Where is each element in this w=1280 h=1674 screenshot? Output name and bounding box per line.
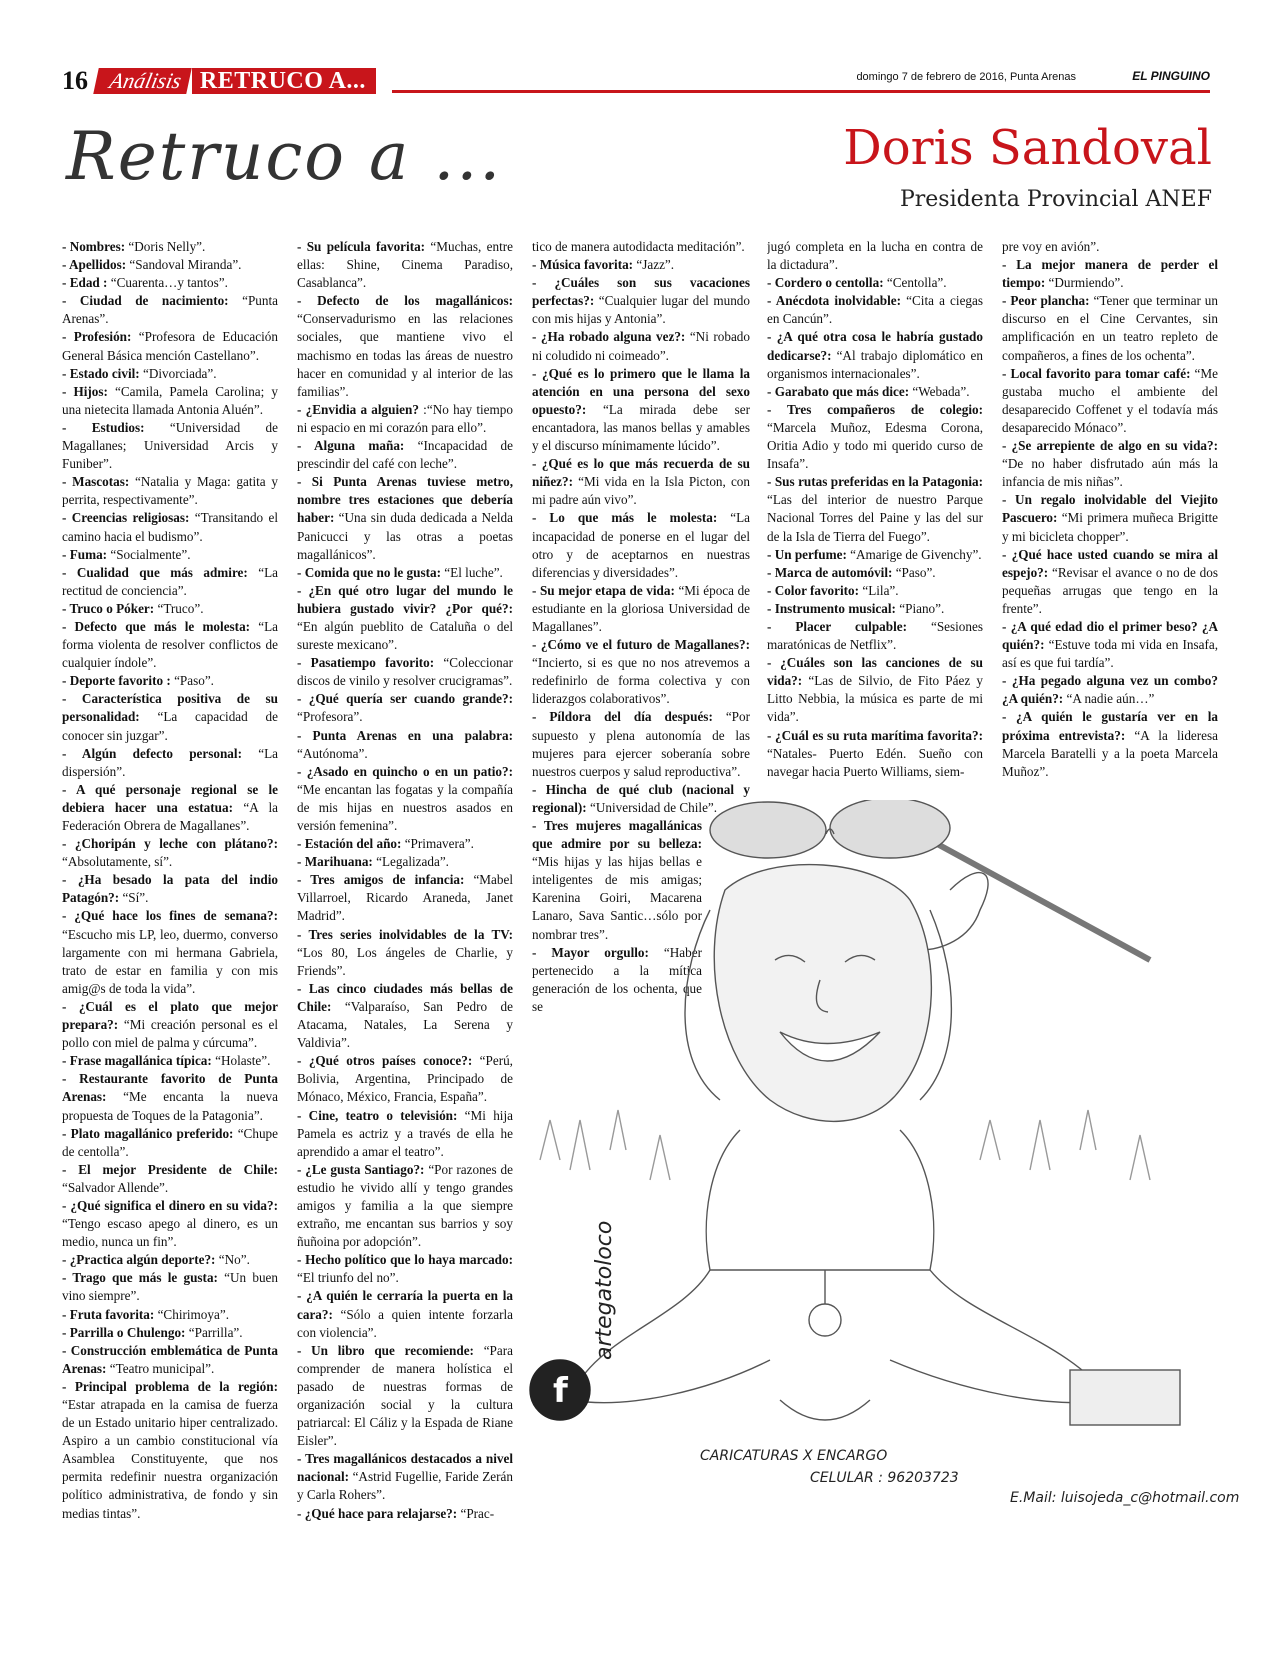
answer: “La rectitud de conciencia”. (62, 564, 278, 598)
answer: “Sí”. (119, 890, 149, 906)
question: - Pasatiempo favorito: (297, 655, 435, 671)
answer: “Parrilla”. (185, 1324, 243, 1340)
qa-item (767, 654, 983, 726)
qa-item (1002, 437, 1218, 491)
qa-item (767, 564, 983, 582)
answer: “El triunfo del no”. (297, 1270, 399, 1286)
qa-item (297, 1107, 513, 1161)
qa-item (297, 871, 513, 925)
question: - Sus rutas preferidas en la Patagonia: (767, 474, 983, 490)
answer: “Mis hijas y las hijas bellas e inteligentes de mis amigas; Karenina Goiri, Macarena Lanaro, Sava Santic…sólo por nombrar tres”. (532, 854, 702, 942)
answer: “Primavera”. (401, 836, 474, 852)
caricature-credit: CARICATURAS X ENCARGO (700, 1448, 888, 1464)
qa-item (62, 1052, 278, 1070)
answer: “A la Federación Obrera de Magallanes”. (62, 799, 278, 833)
question: - Hijos: (62, 383, 108, 399)
answer: “Mi época de estudiante en la gloriosa Universidad de Magallanes”. (532, 582, 750, 634)
question: - ¿A qué edad dio el primer beso? ¿A quién?: (1002, 618, 1218, 653)
answer: “Sesiones maratónicas de Netflix”. (767, 618, 983, 653)
question: - ¿Le gusta Santiago?: (297, 1161, 425, 1177)
question: - Parrilla o Chulengo: (62, 1324, 186, 1340)
section-tag (96, 68, 376, 94)
question: - Las cinco ciudades más bellas de Chile: (297, 980, 513, 1014)
qa-item (62, 1197, 278, 1251)
answer: “Absolutamente, sí”. (62, 854, 173, 870)
question: - Algún defecto personal: (62, 745, 242, 761)
question: - Nombres: (62, 239, 126, 254)
answer: “Legalizada”. (372, 854, 449, 870)
answer: “Escucho mis LP, leo, duermo, converso largamente con mi hermana Gabriela, trato de estar en familia y con mis amig@s de toda la vida”. (62, 926, 278, 996)
answer: “Chupe de centolla”. (62, 1125, 278, 1159)
answer: “Paso”. (892, 564, 936, 580)
facebook-icon: f (553, 1371, 568, 1411)
answer: “Por supuesto y plena autonomía de las mujeres para ejercer soberanía sobre nuestros cuerpos y salud reproductiva”. (532, 709, 750, 779)
qa-item (767, 328, 983, 382)
interviewee-role: Presidenta Provincial ANEF (899, 187, 1212, 212)
question: - ¿Qué otros países conoce?: (297, 1053, 473, 1069)
qa-item (297, 437, 513, 473)
question: - Cordero o centolla: (767, 275, 884, 291)
question: - ¿Asado en quincho o en un patio?: (297, 763, 513, 779)
qa-item (1002, 546, 1218, 618)
question: - ¿En qué otro lugar del mundo le hubiera gustado vivir? ¿Por qué?: (297, 582, 513, 616)
qa-item (297, 1342, 513, 1451)
answer: “Divorciada”. (139, 365, 217, 381)
question: - Cualidad que más admire: (62, 564, 248, 580)
answer: “La capacidad de conocer sin juzgar”. (62, 709, 278, 743)
qa-item (1002, 365, 1218, 437)
question: - Peor plancha: (1002, 293, 1090, 309)
qa-item (62, 672, 278, 690)
question: - Alguna maña: (297, 438, 405, 454)
section-analisis: Análisis (93, 68, 191, 94)
answer: “Un buen vino siempre”. (62, 1270, 278, 1304)
qa-item (532, 708, 750, 780)
answer: “La forma violenta de resolver conflictos de cualquier índole”. (62, 618, 278, 671)
artist-email: E.Mail: luisojeda_c@hotmail.com (1010, 1490, 1240, 1506)
question: - Su película favorita: (297, 239, 426, 254)
question: - Trago que más le gusta: (62, 1270, 218, 1286)
answer: “Estuve toda mi vida en Insafa, así es que fui tardía”. (1002, 637, 1218, 671)
qa-item (297, 1161, 513, 1251)
question: - ¿A qué otra cosa le habría gustado dedicarse?: (767, 329, 983, 363)
question: - Estudios: (62, 419, 145, 435)
answer: “Natales- Puerto Edén. Sueño con navegar hacia Puerto Williams, siem- (767, 745, 983, 779)
newspaper-name: EL PINGUINO (1132, 69, 1210, 83)
qa-item (297, 292, 513, 401)
qa-item (62, 1342, 278, 1378)
answer: “Natalia y Maga: gatita y perrita, respectivamente”. (62, 474, 278, 508)
qa-item (62, 564, 278, 600)
qa-item (767, 618, 983, 654)
answer: “Coleccionar discos de vinilo y resolver crucigramas”. (297, 655, 513, 689)
question: - ¿Qué hace los fines de semana?: (62, 908, 278, 924)
question: - Hincha de qué club (nacional y regional): (532, 781, 750, 815)
qa-item (767, 600, 983, 618)
answer: “Mi vida en la Isla Picton, con mi padre aún vivo”. (532, 474, 750, 508)
dateline: domingo 7 de febrero de 2016, Punta Arenas (856, 71, 1076, 83)
question: - El mejor Presidente de Chile: (62, 1161, 278, 1177)
answer: “A la lideresa Marcela Baratelli y a la poeta Marcela Muñoz”. (1002, 727, 1218, 779)
question: - ¿Ha pegado alguna vez un combo? ¿A quién?: (1002, 673, 1218, 707)
question: - Defecto de los magallánicos: (297, 293, 513, 309)
question: - Color favorito: (767, 582, 860, 598)
qa-item (62, 238, 278, 256)
answer: “Las de Silvio, de Fito Páez y Litto Nebbia, la música es parte de mi vida”. (767, 673, 983, 725)
qa-item (62, 256, 278, 274)
answer: “Al trabajo diplomático en organismos internacionales”. (767, 347, 983, 381)
question: - Fruta favorita: (62, 1306, 155, 1322)
qa-item (532, 509, 750, 581)
qa-item (297, 401, 513, 437)
qa-item (62, 274, 278, 292)
qa-item (297, 582, 513, 654)
question: - Píldora del día después: (532, 709, 713, 725)
question: - La mejor manera de perder el tiempo: (1002, 257, 1218, 291)
answer: “Sólo a quien intente forzarla con violencia”. (297, 1306, 513, 1340)
question: - ¿Qué quería ser cuando grande?: (297, 691, 513, 707)
page-number: 16 (62, 66, 88, 95)
answer: “Mi creación personal es el pollo con miel de palma y cúrcuma”. (62, 1017, 278, 1051)
answer: “No”. (215, 1252, 250, 1268)
answer: “A nadie aún…” (1063, 691, 1155, 707)
qa-item (62, 1306, 278, 1324)
qa-item (767, 401, 983, 473)
answer: “Estar atrapada en la camisa de fuerza de un Estado unitario hiper centralizado. Aspiro a un cambio constitucional vía Asamblea Constituyente, que nos permita redefinir nuestra organización político administrativa, de fondo y sin medias tintas”. (62, 1397, 278, 1521)
qa-item (767, 274, 983, 292)
answer: “Para comprender de manera holística el pasado de nuestras formas de organización social y la cultura patriarcal: El Cáliz y la Espada de Riane Eisler”. (297, 1342, 513, 1449)
answer: “Conservadurismo en las relaciones sociales, que mantiene vivo el machismo en todas las áreas de nuestro hacer en comunidad y al interior de las familias”. (297, 311, 513, 399)
question: - ¿Ha robado alguna vez?: (532, 329, 686, 345)
qa-item (767, 727, 983, 781)
feature-title: Retruco a ... (66, 118, 503, 195)
question: - Marca de automóvil: (767, 564, 893, 580)
answer: “Revisar el avance o no de dos pequeñas arrugas que tengo en la frente”. (1002, 564, 1218, 616)
question: - Instrumento musical: (767, 600, 896, 616)
column-1 (62, 238, 278, 1578)
question: - Tres amigos de infancia: (297, 872, 465, 888)
qa-item (767, 473, 983, 545)
question: - Estado civil: (62, 365, 140, 381)
answer: “Tengo escaso apego al dinero, es un medio, nunca un fin”. (62, 1216, 278, 1250)
qa-item (297, 853, 513, 871)
answer: “Mi hija Pamela es actriz y a través de ella he aprendido a amar el teatro”. (297, 1107, 513, 1159)
answer: “Marcela Muñoz, Edesma Corona, Oritia Adio y todo mi querido curso de Insafa”. (767, 419, 983, 472)
answer: tico de manera autodidacta meditación”. (532, 239, 745, 254)
question: - Lo que más le molesta: (532, 510, 718, 526)
answer: “Salvador Allende”. (62, 1179, 169, 1195)
question: - Edad : (62, 275, 108, 291)
answer: “Amarige de Givenchy”. (846, 546, 982, 562)
answer: pre voy en avión”. (1002, 239, 1100, 254)
qa-item (297, 690, 513, 726)
answer: “Me gustaba mucho el ambiente del desaparecido Coffenet y el todavía más desaparecido Mónaco”. (1002, 365, 1218, 435)
question: - Apellidos: (62, 257, 127, 273)
answer: “Teatro municipal”. (106, 1360, 215, 1376)
answer: “Cuarenta…y tantos”. (107, 275, 228, 291)
qa-item (1002, 618, 1218, 672)
answer: “Sandoval Miranda”. (126, 257, 242, 273)
question: - Cine, teatro o televisión: (297, 1107, 458, 1123)
qa-item (297, 1251, 513, 1287)
question: - Un libro que recomiende: (297, 1342, 474, 1358)
qa-item (297, 926, 513, 980)
answer: “La incapacidad de ponerse en el lugar del otro y de aceptarnos en nuestras diferencias y diversidades”. (532, 510, 750, 580)
qa-item (297, 564, 513, 582)
qa-item (1002, 256, 1218, 292)
qa-item (532, 455, 750, 509)
answer: “Prac- (457, 1505, 495, 1521)
question: - Frase magallánica típica: (62, 1053, 212, 1069)
answer: “Universidad de Chile”. (586, 799, 718, 815)
question: - Placer culpable: (767, 618, 907, 634)
question: - ¿Se arrepiente de algo en su vida?: (1002, 438, 1218, 454)
question: - ¿Choripán y leche con plátano?: (62, 836, 278, 852)
question: - ¿Ha besado la pata del indio Patagón?: (62, 872, 278, 906)
answer: “Me encantan las fogatas y la compañía de mis hijas en nuestros asados en versión femenina”. (297, 781, 513, 833)
column-2 (297, 238, 513, 1578)
question: - ¿Envidia a alguien? (297, 401, 419, 417)
answer: “Universidad de Magallanes; Universidad Arcis y Funiber”. (62, 419, 278, 472)
qa-item (62, 509, 278, 545)
question: - ¿Qué significa el dinero en su vida?: (62, 1197, 278, 1213)
qa-item (62, 419, 278, 473)
qa-item (62, 292, 278, 328)
answer: “Webada”. (909, 383, 970, 399)
question: - Su mejor etapa de vida: (532, 582, 675, 598)
question: - Mascotas: (62, 474, 130, 490)
qa-item (62, 618, 278, 672)
question: - ¿Cuáles son sus vacaciones perfectas?: (532, 275, 750, 309)
artist-phone: CELULAR : 96203723 (810, 1470, 959, 1486)
qa-item (1002, 672, 1218, 708)
answer: “Jazz”. (633, 257, 675, 273)
caricature-illustration (510, 800, 1210, 1520)
qa-item (62, 1251, 278, 1269)
answer: “Por razones de estudio he vivido allí y tengo grandes amigos y familia a la que siempre extraño, me encantan sus barrios y soy ñuñoina por adopción”. (297, 1161, 513, 1250)
answer: “Paso”. (170, 673, 214, 689)
qa-item (62, 546, 278, 564)
qa-item (1002, 491, 1218, 545)
answer: “El luche”. (440, 564, 503, 580)
qa-item (62, 365, 278, 383)
answer: “Camila, Pamela Carolina; y una nietecita llamada Antonia Aluén”. (62, 383, 278, 417)
qa-item (297, 1052, 513, 1106)
question: - Característica positiva de su personalidad: (62, 691, 278, 725)
answer: “Ni robado ni coludido ni coimeado”. (532, 329, 750, 363)
answer: “La dispersión”. (62, 745, 278, 779)
answer: “Punta Arenas”. (62, 293, 278, 327)
question: - Garabato que más dice: (767, 383, 910, 399)
qa-item (62, 473, 278, 509)
question: - Creencias religiosas: (62, 510, 190, 526)
answer: “Holaste”. (211, 1053, 271, 1069)
answer: “Incierto, si es que no nos atrevemos a redefinirlo de forma colectiva y con liderazgos colaborativos”. (532, 655, 750, 707)
qa-item (767, 582, 983, 600)
qa-item (532, 256, 750, 274)
qa-item (297, 835, 513, 853)
qa-item (297, 1287, 513, 1341)
qa-item (532, 365, 750, 455)
answer: “En algún pueblito de Cataluña o del sureste mexicano”. (297, 618, 513, 653)
question: - ¿Cuál es el plato que mejor prepara?: (62, 998, 278, 1033)
answer: “Las del interior de nuestro Parque Nacional Torres del Paine y las del sur de la Isla de Tierra del Fuego”. (767, 492, 983, 544)
answer: “Durmiendo”. (1045, 275, 1124, 291)
qa-item (767, 383, 983, 401)
qa-item (297, 654, 513, 690)
question: - Tres mujeres magallánicas que admire por su belleza: (532, 818, 702, 852)
question: - ¿Cómo ve el futuro de Magallanes?: (532, 637, 750, 653)
question: - Si Punta Arenas tuviese metro, nombre tres estaciones que debería haber: (297, 474, 513, 526)
question: - Restaurante favorito de Punta Arenas: (62, 1071, 278, 1105)
qa-item (62, 383, 278, 419)
qa-item (297, 727, 513, 763)
question: - Comida que no le gusta: (297, 564, 441, 580)
qa-item (297, 473, 513, 563)
question: - Un perfume: (767, 546, 847, 562)
answer: “Cita a ciegas en Cancún”. (767, 293, 983, 327)
question: - Ciudad de nacimiento: (62, 293, 229, 309)
answer: “Transitando el camino hacia el budismo”. (62, 510, 278, 544)
answer: “Profesora de Educación General Básica mención Castellano”. (62, 329, 278, 363)
qa-item (767, 546, 983, 564)
answer: “Truco”. (154, 600, 204, 616)
qa-item (532, 582, 750, 636)
qa-item (297, 763, 513, 835)
answer: “Valparaíso, San Pedro de Atacama, Natales, La Serena y Valdivia”. (297, 998, 513, 1051)
answer: jugó completa en la lucha en contra de la dictadura”. (767, 239, 983, 273)
answer: “Muchas, entre ellas: Shine, Cinema Paradiso, Casablanca”. (297, 239, 513, 291)
question: - Punta Arenas en una palabra: (297, 727, 513, 743)
qa-item (62, 871, 278, 907)
qa-item (1002, 708, 1218, 780)
answer: “Mi primera muñeca Brigitte y mi bicicleta chopper”. (1002, 510, 1218, 544)
qa-item (62, 907, 278, 997)
question: - Estación del año: (297, 836, 402, 852)
question: - Hecho político que lo haya marcado: (297, 1252, 513, 1268)
qa-item (767, 292, 983, 328)
answer: “Chirimoya”. (154, 1306, 229, 1322)
question: - Tres compañeros de colegio: (767, 401, 983, 417)
answer: “La mirada debe ser encantadora, las manos bellas y amables y el discurso mínimamente lúcido”. (532, 401, 750, 454)
qa-item (62, 600, 278, 618)
question: - ¿Cuáles son las canciones de su vida?: (767, 655, 983, 689)
answer: “Autónoma”. (297, 745, 368, 761)
page-header (62, 66, 1210, 98)
qa-item (532, 636, 750, 708)
qa-item (62, 1070, 278, 1124)
answer: “De no haber disfrutado aún más la infancia de mis niñas”. (1002, 456, 1218, 490)
qa-item (532, 238, 750, 256)
answer: “Profesora”. (297, 709, 363, 725)
answer: “Incapacidad de prescindir del café con leche”. (297, 438, 513, 472)
qa-item (62, 690, 278, 744)
answer: “Mabel Villarroel, Ricardo Araneda, Janet Madrid”. (297, 872, 513, 924)
answer: “Me encanta la nueva propuesta de Toques de la Patagonia”. (62, 1089, 278, 1123)
question: - Fuma: (62, 546, 108, 562)
question: - Defecto que más le molesta: (62, 618, 251, 634)
qa-item (532, 328, 750, 364)
question: - ¿A quién le cerraría la puerta en la cara?: (297, 1288, 513, 1322)
qa-item (297, 1505, 513, 1523)
qa-item (62, 328, 278, 364)
qa-item (62, 835, 278, 871)
question: - Construcción emblemática de Punta Arenas: (62, 1342, 278, 1376)
question: - Plato magallánico preferido: (62, 1125, 234, 1141)
question: - Deporte favorito : (62, 673, 171, 689)
answer: “Piano”. (895, 600, 945, 616)
header-rule (392, 90, 1210, 93)
qa-item (62, 781, 278, 835)
question: - Tres magallánicos destacados a nivel nacional: (297, 1451, 513, 1485)
qa-item (62, 1161, 278, 1197)
question: - ¿Qué es lo primero que le llama la atención en una persona del sexo opuesto?: (532, 365, 750, 417)
question: - ¿Qué es lo que más recuerda de su niñez?: (532, 456, 750, 490)
qa-item (1002, 292, 1218, 364)
question: - ¿Qué hace para relajarse?: (297, 1505, 458, 1521)
qa-item (62, 1269, 278, 1305)
question: - ¿A quién le gustaría ver en la próxima entrevista?: (1002, 709, 1218, 743)
question: - Anécdota inolvidable: (767, 293, 902, 309)
answer: “Socialmente”. (107, 546, 191, 562)
qa-item (297, 238, 513, 292)
question: - ¿Cuál es su ruta marítima favorita?: (767, 727, 983, 743)
answer: “Astrid Fugellie, Faride Zerán y Carla Rohers”. (297, 1469, 513, 1503)
question: - ¿Qué hace usted cuando se mira al espejo?: (1002, 546, 1218, 580)
qa-item (62, 745, 278, 781)
qa-item (62, 1125, 278, 1161)
question: - Música favorita: (532, 257, 634, 273)
qa-item (62, 998, 278, 1052)
question: - Tres series inolvidables de la TV: (297, 926, 513, 942)
qa-item (532, 274, 750, 328)
answer: “Lila”. (859, 582, 899, 598)
qa-item (62, 1324, 278, 1342)
section-retruco: RETRUCO A... (192, 68, 376, 94)
answer: “Centolla”. (883, 275, 947, 291)
answer: “Doris Nelly”. (125, 239, 206, 254)
question: - Truco o Póker: (62, 600, 155, 616)
qa-item (1002, 238, 1218, 256)
answer: “Una sin duda dedicada a Nelda Panicucci y las otras a poetas magallánicos”. (297, 510, 513, 562)
qa-item (767, 238, 983, 274)
question: - Mayor orgullo: (532, 944, 649, 960)
answer: “Los 80, Los ángeles de Charlie, y Friends”. (297, 944, 513, 978)
interviewee-name: Doris Sandoval (843, 120, 1212, 176)
question: - A qué personaje regional se le debiera hacer una estatua: (62, 781, 278, 815)
question: - Principal problema de la región: (62, 1378, 278, 1394)
qa-item (297, 1450, 513, 1504)
qa-item (62, 1378, 278, 1523)
answer: “Cualquier lugar del mundo con mis hijas y Antonia”. (532, 293, 750, 327)
qa-item (297, 980, 513, 1052)
answer: “Perú, Bolivia, Argentina, Principado de Mónaco, México, Francia, España”. (297, 1053, 513, 1105)
question: - Marihuana: (297, 854, 373, 870)
artist-brand: artegatoloco (592, 1220, 617, 1360)
answer: :“No hay tiempo ni espacio en mi corazón para ello”. (297, 401, 513, 435)
question: - ¿Practica algún deporte?: (62, 1252, 216, 1268)
answer: “Tener que terminar un discurso en el Cine Cervantes, sin amplificación en un teatro repleto de compañeros, a fines de los ochenta”. (1002, 293, 1218, 363)
question: - Profesión: (62, 329, 132, 345)
question: - Local favorito para tomar café: (1002, 365, 1191, 381)
question: - Un regalo inolvidable del Viejito Pascuero: (1002, 492, 1218, 526)
answer: “Haber pertenecido a la mítica generación de los ochenta, que se (532, 944, 702, 1014)
